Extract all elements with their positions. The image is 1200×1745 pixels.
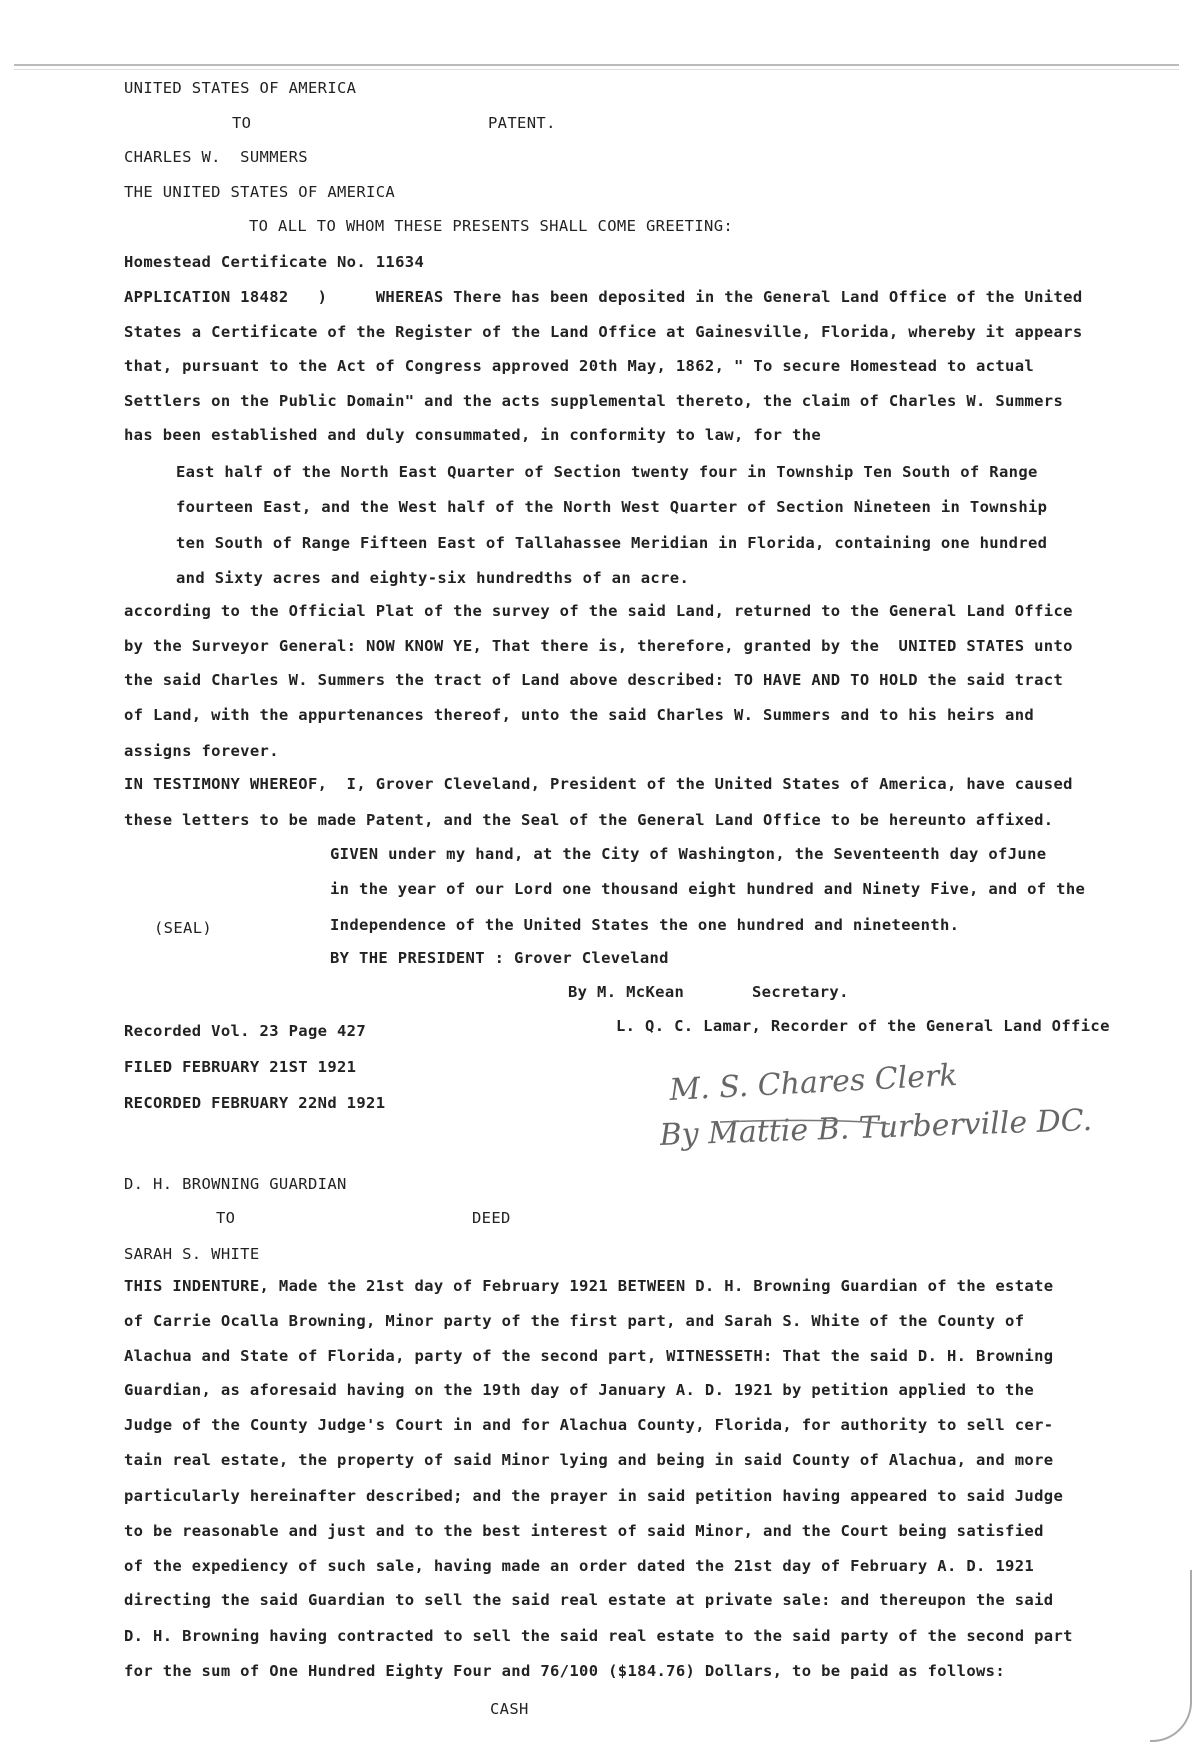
patent-grantor: UNITED STATES OF AMERICA: [124, 79, 357, 97]
patent-body-line: Settlers on the Public Domain" and the acts supplemental thereto, the claim of Charles W. Summers: [124, 392, 1064, 410]
patent-country: THE UNITED STATES OF AMERICA: [124, 183, 396, 201]
deed-body-line: Judge of the County Judge's Court in and for Alachua County, Florida, for authority to sell cer-: [124, 1416, 1054, 1434]
recorded-date: RECORDED FEBRUARY 22Nd 1921: [124, 1094, 386, 1112]
filed-date: FILED FEBRUARY 21ST 1921: [124, 1058, 357, 1076]
testimony-line: these letters to be made Patent, and the Seal of the General Land Office to be hereunto affixed.: [124, 811, 1054, 829]
land-description-line: fourteen East, and the West half of the North West Quarter of Section Nineteen in Township: [176, 498, 1048, 516]
grant-line: the said Charles W. Summers the tract of Land above described: TO HAVE AND TO HOLD the said tract: [124, 671, 1064, 689]
given-line: GIVEN under my hand, at the City of Washington, the Seventeenth day ofJune: [330, 845, 1047, 863]
grant-line: according to the Official Plat of the survey of the said Land, returned to the General Land Office: [124, 602, 1073, 620]
given-line: in the year of our Lord one thousand eight hundred and Ninety Five, and of the: [330, 880, 1086, 898]
deed-body-line: THIS INDENTURE, Made the 21st day of February 1921 BETWEEN D. H. Browning Guardian of the estate: [124, 1277, 1054, 1295]
top-rule: [14, 64, 1179, 66]
deed-body-line: for the sum of One Hundred Eighty Four and 76/100 ($184.76) Dollars, to be paid as follows:: [124, 1662, 1006, 1680]
deed-body-line: Guardian, as aforesaid having on the 19th day of January A. D. 1921 by petition applied to the: [124, 1381, 1035, 1399]
patent-body-line: has been established and duly consummated, in conformity to law, for the: [124, 426, 822, 444]
grant-line: of Land, with the appurtenances thereof, unto the said Charles W. Summers and to his heirs and: [124, 706, 1035, 724]
clerk-signature: [660, 1060, 1140, 1160]
svg-text:By Mattie B. Turberville DC.: By Mattie B. Turberville DC.: [660, 1102, 1093, 1153]
land-description-line: ten South of Range Fifteen East of Tallahassee Meridian in Florida, containing one hundred: [176, 534, 1048, 552]
deed-body-line: Alachua and State of Florida, party of the second part, WITNESSETH: That the said D. H. Browning: [124, 1347, 1054, 1365]
deed-grantor: D. H. BROWNING GUARDIAN: [124, 1175, 347, 1193]
testimony-line: IN TESTIMONY WHEREOF, I, Grover Cleveland, President of the United States of America, have caused: [124, 775, 1073, 793]
patent-grantee: CHARLES W. SUMMERS: [124, 148, 308, 166]
deed-body-line: tain real estate, the property of said Minor lying and being in said County of Alachua, and more: [124, 1451, 1054, 1469]
homestead-certificate: Homestead Certificate No. 11634: [124, 253, 425, 271]
deed-body-line: directing the said Guardian to sell the said real estate at private sale: and thereupon the said: [124, 1591, 1054, 1609]
patent-greeting: TO ALL TO WHOM THESE PRESENTS SHALL COME GREETING:: [249, 217, 734, 235]
given-line: Independence of the United States the one hundred and nineteenth.: [330, 916, 960, 934]
deed-to: TO: [216, 1209, 236, 1227]
patent-body-line: APPLICATION 18482 ) WHEREAS There has been deposited in the General Land Office of the United: [124, 288, 1083, 306]
deed-body-line: D. H. Browning having contracted to sell the said real estate to the said party of the second part: [124, 1627, 1073, 1645]
patent-body-line: that, pursuant to the Act of Congress approved 20th May, 1862, " To secure Homestead to actual: [124, 357, 1035, 375]
deed-body-line: to be reasonable and just and to the best interest of said Minor, and the Court being satisfied: [124, 1522, 1044, 1540]
recorder-line: L. Q. C. Lamar, Recorder of the General Land Office: [616, 1017, 1110, 1035]
grant-line: assigns forever.: [124, 742, 279, 760]
deed-body-line: of the expediency of such sale, having made an order dated the 21st day of February A. D. 1921: [124, 1557, 1035, 1575]
deed-body-line: particularly hereinafter described; and the prayer in said petition having appeared to said Judge: [124, 1487, 1064, 1505]
land-description-line: East half of the North East Quarter of Section twenty four in Township Ten South of Range: [176, 463, 1038, 481]
recorded-volume: Recorded Vol. 23 Page 427: [124, 1022, 367, 1040]
svg-text:M. S. Chares Clerk: M. S. Chares Clerk: [668, 1060, 959, 1108]
deed-body-line: of Carrie Ocalla Browning, Minor party of the first part, and Sarah S. White of the County of: [124, 1312, 1025, 1330]
patent-to: TO: [232, 114, 252, 132]
grant-line: by the Surveyor General: NOW KNOW YE, That there is, therefore, granted by the UNITED STATES unto: [124, 637, 1073, 655]
top-rule-faint: [14, 69, 1179, 70]
by-secretary: By M. McKean Secretary.: [568, 983, 849, 1001]
page-curl-edge: [1150, 1570, 1192, 1742]
deed-grantee: SARAH S. WHITE: [124, 1245, 260, 1263]
deed-cash: CASH: [490, 1700, 529, 1718]
seal-label: (SEAL): [154, 919, 213, 937]
patent-body-line: States a Certificate of the Register of the Land Office at Gainesville, Florida, whereby it appears: [124, 323, 1083, 341]
land-description-line: and Sixty acres and eighty-six hundredths of an acre.: [176, 569, 690, 587]
by-president: BY THE PRESIDENT : Grover Cleveland: [330, 949, 669, 967]
patent-doc-type: PATENT.: [488, 114, 556, 132]
deed-doc-type: DEED: [472, 1209, 511, 1227]
